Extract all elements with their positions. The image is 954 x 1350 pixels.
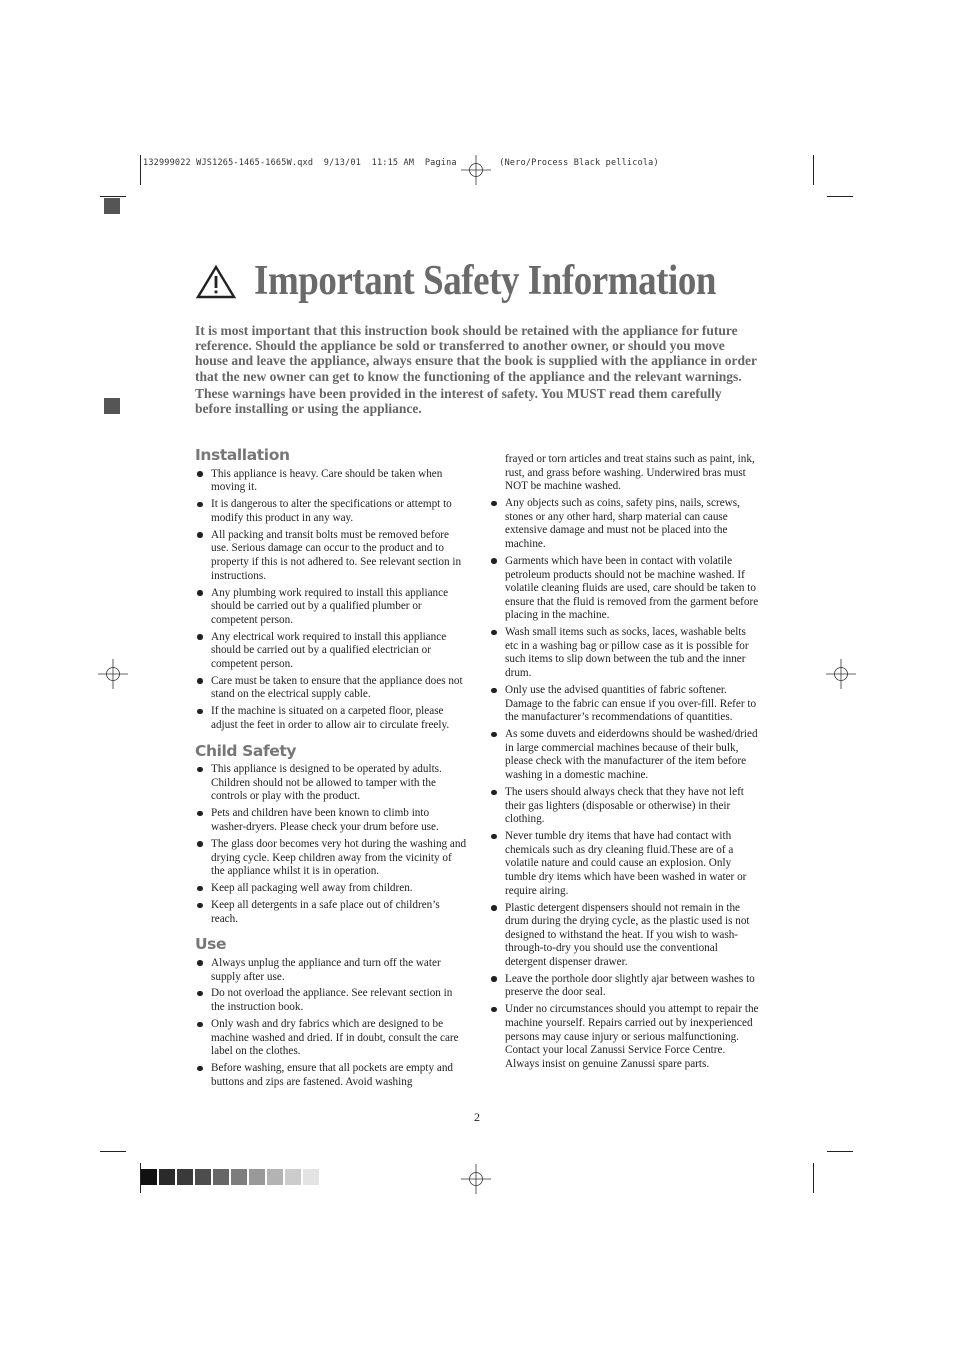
crop-mark bbox=[827, 1151, 853, 1152]
list-item: Only use the advised quantities of fabric softener. Damage to the fabric can ensue if you over-fill. Refer to the manufacturer’s recommendations of quantities. bbox=[489, 684, 759, 725]
list-item: Do not overload the appliance. See relevant section in the instruction book. bbox=[195, 987, 467, 1014]
list-item: Plastic detergent dispensers should not remain in the drum during the drying cycle, as the plastic used is not designed to withstand the heat. If you wish to wash-through-to-dry you should use the conventional detergent dispenser drawer. bbox=[489, 902, 759, 970]
list-item: It is dangerous to alter the specifications or attempt to modify this product in any way. bbox=[195, 498, 467, 525]
color-calibration-bar bbox=[141, 1169, 319, 1185]
color-swatch bbox=[267, 1169, 283, 1185]
registration-mark-icon bbox=[461, 1164, 491, 1194]
list-item: Leave the porthole door slightly ajar between washes to preserve the door seal. bbox=[489, 973, 759, 1000]
list-item: Keep all packaging well away from children. bbox=[195, 882, 467, 896]
list-item: The users should always check that they have not left their gas lighters (disposable or otherwise) in their clothing. bbox=[489, 786, 759, 827]
intro-paragraph: It is most important that this instruction book should be retained with the appliance for future reference. Should the appliance be sold or transferred to another owner, or should you move house and leave the appliance, always ensure that the book is supplied with the appliance in order that the new owner can get to know the functioning of the appliance and the relevant warnings. bbox=[195, 323, 757, 384]
list-item: Always unplug the appliance and turn off the water supply after use. bbox=[195, 957, 467, 984]
list-item: All packing and transit bolts must be removed before use. Serious damage can occur to the product and to property if this is not adhered to. See relevant section in instructions. bbox=[195, 529, 467, 583]
crop-mark bbox=[100, 196, 126, 197]
use-list-continued bbox=[489, 497, 759, 1071]
list-item: Before washing, ensure that all pockets are empty and buttons and zips are fastened. Avoid washing bbox=[195, 1062, 467, 1089]
intro-paragraph: These warnings have been provided in the interest of safety. You MUST read them carefully before installing or using the appliance. bbox=[195, 385, 722, 417]
list-item: Any objects such as coins, safety pins, nails, screws, stones or any other hard, sharp material can cause extensive damage and must not be placed into the machine. bbox=[489, 497, 759, 551]
left-column bbox=[195, 446, 467, 1101]
crop-mark bbox=[140, 155, 141, 185]
right-column bbox=[489, 453, 759, 1083]
page-number: 2 bbox=[474, 1110, 480, 1124]
list-item: Care must be taken to ensure that the appliance does not stand on the electrical supply cable. bbox=[195, 675, 467, 702]
list-item: Only wash and dry fabrics which are designed to be machine washed and dried. If in doubt, consult the care label on the clothes. bbox=[195, 1018, 467, 1059]
color-swatch bbox=[249, 1169, 265, 1185]
intro-text bbox=[195, 323, 757, 418]
list-item: Under no circumstances should you attempt to repair the machine yourself. Repairs carried out by inexperienced persons may cause injury or serious malfunctioning. Contact your local Zanussi Service Force Centre. Always insist on genuine Zanussi spare parts. bbox=[489, 1003, 759, 1071]
print-slug bbox=[143, 158, 659, 168]
slug-right-text: (Nero/Process Black pellicola) bbox=[499, 158, 659, 168]
section-heading-use: Use bbox=[195, 935, 227, 954]
color-swatch bbox=[231, 1169, 247, 1185]
color-swatch bbox=[303, 1169, 319, 1185]
registration-mark-icon bbox=[461, 155, 491, 185]
warning-triangle-icon bbox=[196, 264, 236, 300]
color-swatch bbox=[141, 1169, 157, 1185]
color-swatch bbox=[177, 1169, 193, 1185]
crop-mark bbox=[100, 1151, 126, 1152]
list-item: Garments which have been in contact with volatile petroleum products should not be machine washed. If volatile cleaning fluids are used, care should be taken to ensure that the fluid is removed from the garment before placing in the machine. bbox=[489, 555, 759, 623]
use-list bbox=[195, 957, 467, 1090]
list-item: This appliance is designed to be operated by adults. Children should not be allowed to tamper with the controls or play with the product. bbox=[195, 763, 467, 804]
list-item: This appliance is heavy. Care should be taken when moving it. bbox=[195, 468, 467, 495]
crop-mark bbox=[813, 1163, 814, 1193]
registration-mark-icon bbox=[826, 659, 856, 689]
page-title: Important Safety Information bbox=[254, 258, 716, 304]
print-marker-square bbox=[104, 398, 120, 414]
list-item: The glass door becomes very hot during the washing and drying cycle. Keep children away from the vicinity of the appliance whilst it is in operation. bbox=[195, 838, 467, 879]
slug-left-text: 132999022 WJS1265-1465-1665W.qxd 9/13/01 11:15 AM Pagina bbox=[143, 158, 457, 168]
list-item: Wash small items such as socks, laces, washable belts etc in a washing bag or pillow case as it is possible for such items to slip down between the tub and the inner drum. bbox=[489, 626, 759, 680]
section-heading-installation: Installation bbox=[195, 446, 290, 464]
section-heading-child-safety: Child Safety bbox=[195, 741, 297, 760]
list-item: Any plumbing work required to install this appliance should be carried out by a qualified plumber or competent person. bbox=[195, 587, 467, 628]
installation-list bbox=[195, 468, 467, 733]
list-item-continuation: frayed or torn articles and treat stains such as paint, ink, rust, and grass before washing. Underwired bras must NOT be machine washed. bbox=[505, 453, 755, 493]
list-item: Keep all detergents in a safe place out of children’s reach. bbox=[195, 899, 467, 926]
color-swatch bbox=[195, 1169, 211, 1185]
crop-mark bbox=[813, 155, 814, 185]
print-marker-square bbox=[104, 198, 120, 214]
list-item: Never tumble dry items that have had contact with chemicals such as dry cleaning fluid.These are of a volatile nature and could cause an explosion. Only tumble dry items which have been washed in water or require airing. bbox=[489, 830, 759, 898]
color-swatch bbox=[213, 1169, 229, 1185]
list-item: As some duvets and eiderdowns should be washed/dried in large commercial machines because of their bulk, please check with the manufacturer of the item before washing in a domestic machine. bbox=[489, 728, 759, 782]
list-item: Any electrical work required to install this appliance should be carried out by a qualified electrician or competent person. bbox=[195, 631, 467, 672]
list-item: Pets and children have been known to climb into washer-dryers. Please check your drum before use. bbox=[195, 807, 467, 834]
crop-mark bbox=[827, 196, 853, 197]
color-swatch bbox=[285, 1169, 301, 1185]
list-item: If the machine is situated on a carpeted floor, please adjust the feet in order to allow air to circulate freely. bbox=[195, 705, 467, 732]
registration-mark-icon bbox=[98, 659, 128, 689]
color-swatch bbox=[159, 1169, 175, 1185]
title-block bbox=[196, 256, 796, 306]
child-safety-list bbox=[195, 763, 467, 926]
